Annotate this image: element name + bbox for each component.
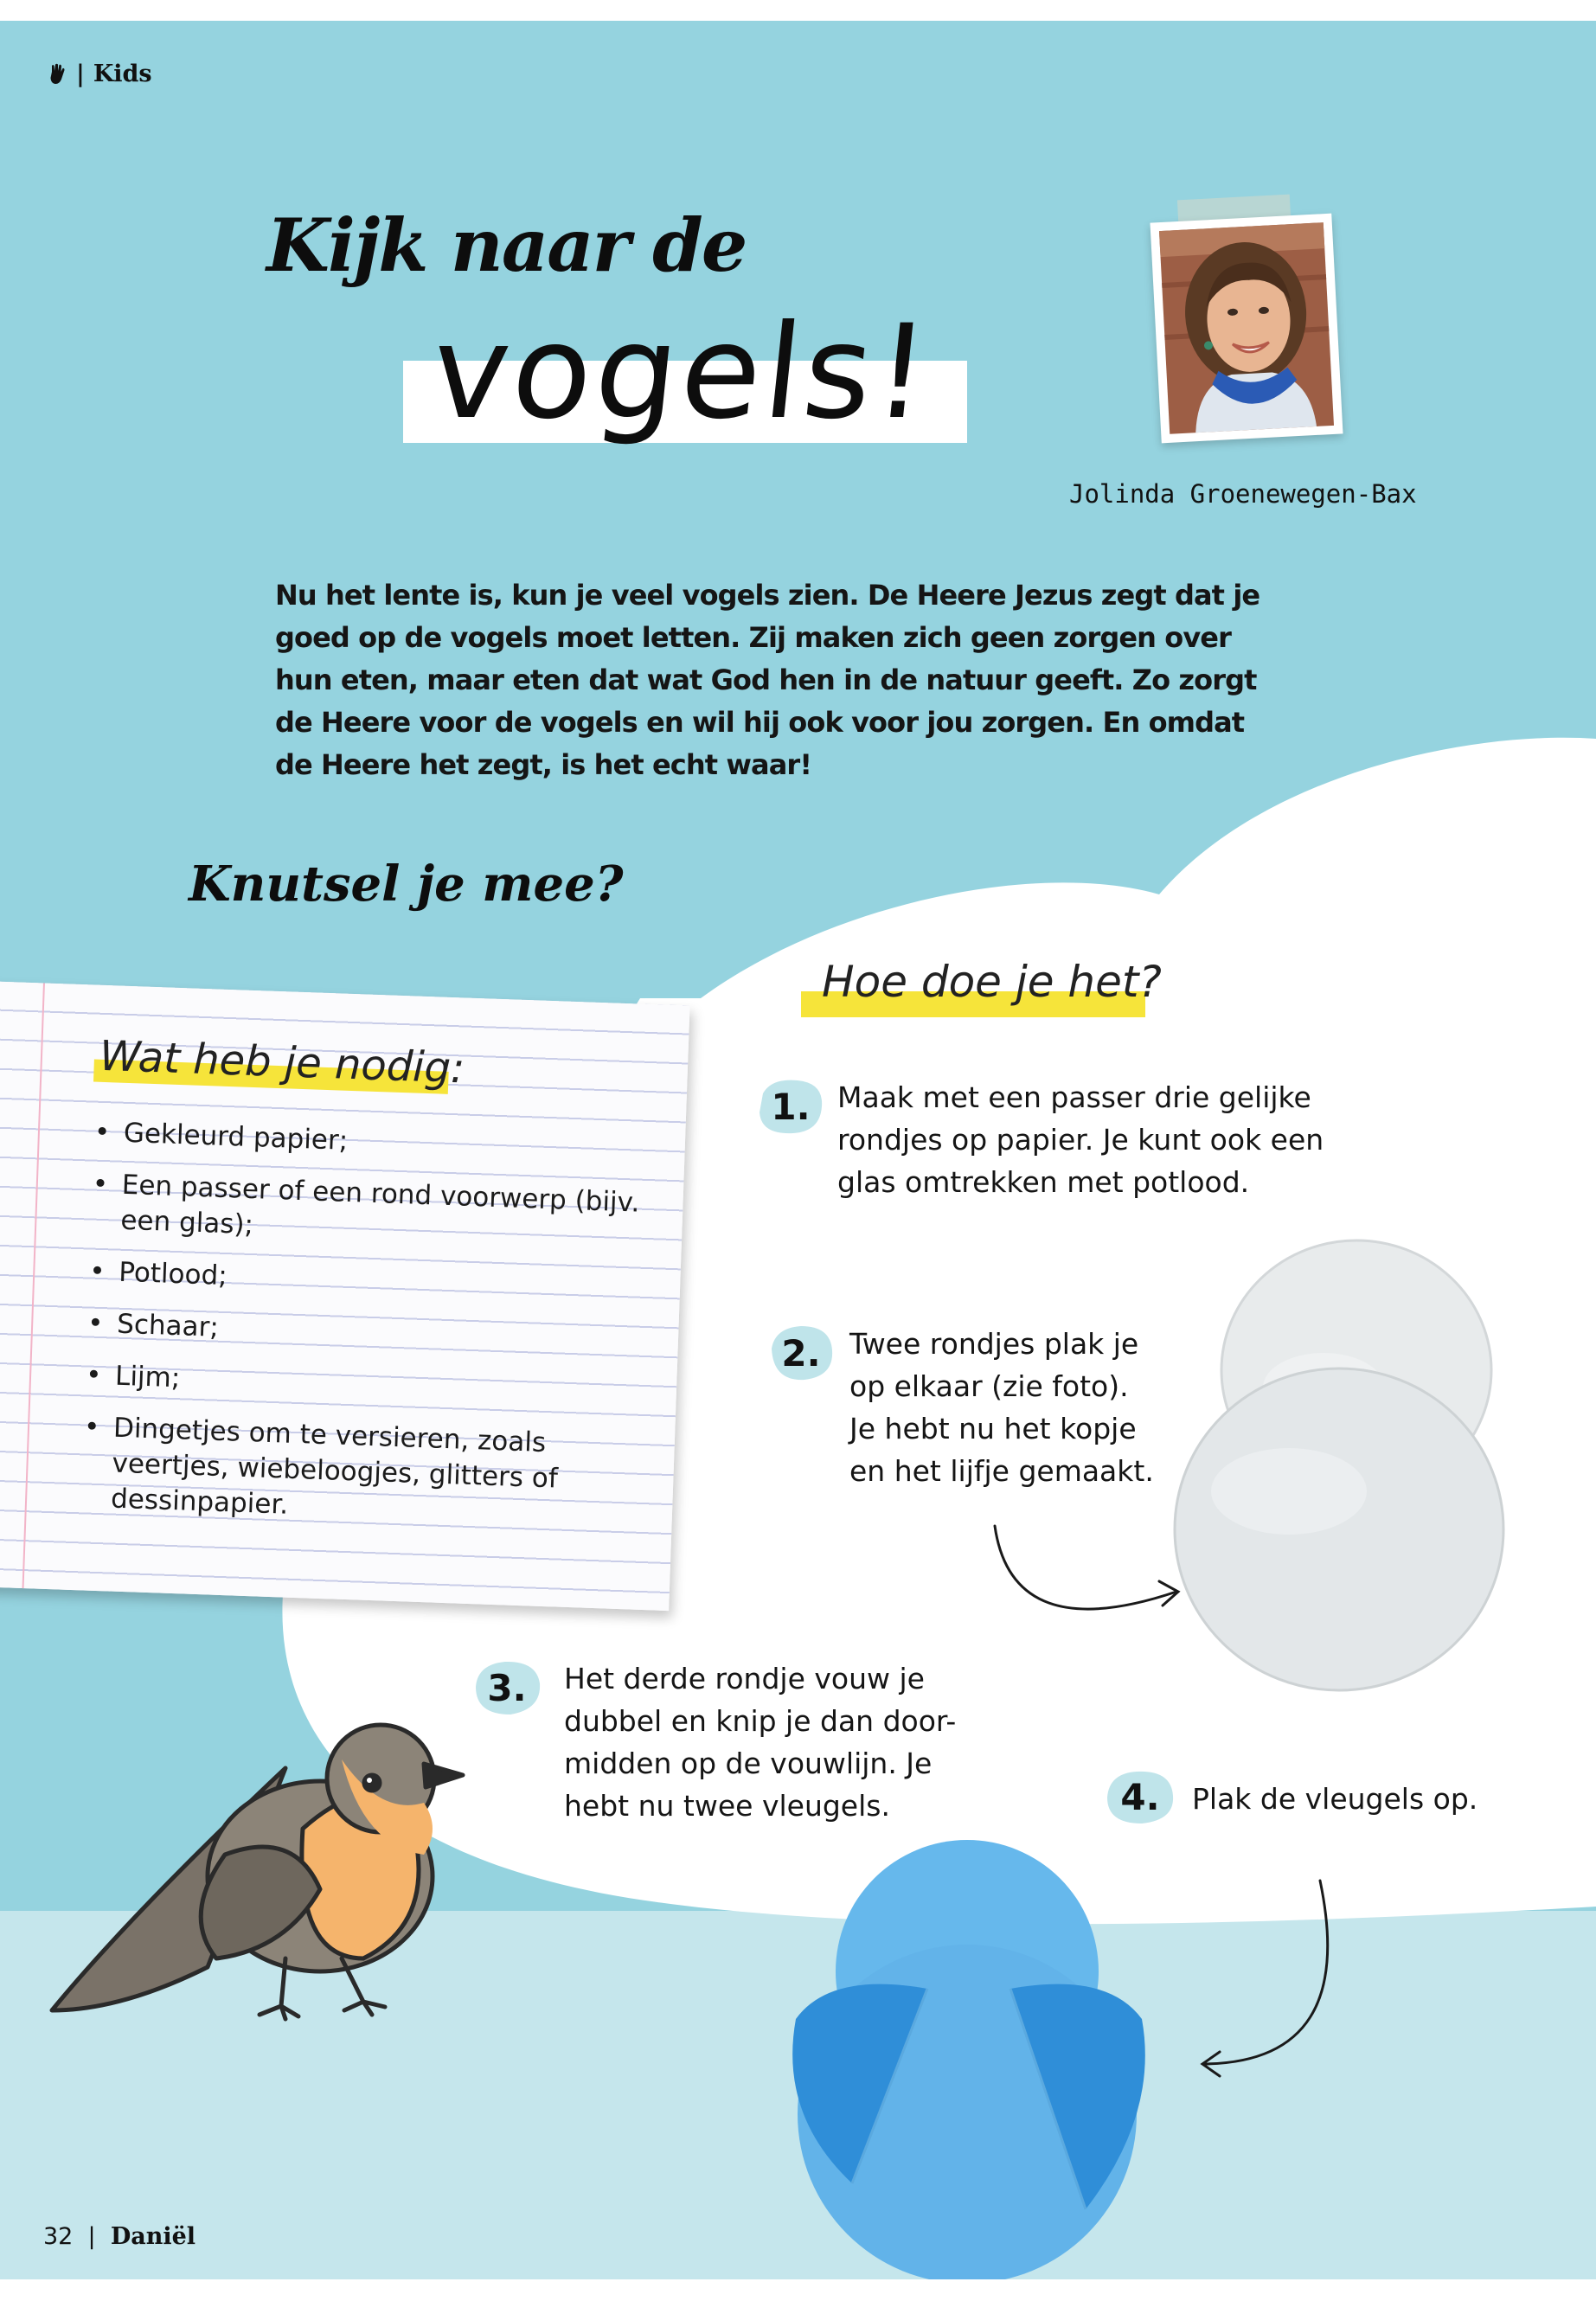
material-item: • Dingetjes om te versieren, zoals veertjes, wiebeloogjes, glitters of dessinpapier.: [80, 1409, 638, 1535]
step-line: Het derde rondje vouw je: [564, 1662, 925, 1695]
step-line: Je hebt nu het kopje: [849, 1412, 1137, 1445]
title-line-2: vogels!: [424, 298, 939, 448]
step-line: hebt nu twee vleugels.: [564, 1789, 890, 1823]
step-line: Plak de vleugels op.: [1192, 1782, 1478, 1816]
curved-arrow-icon: [1202, 1881, 1328, 2076]
step-line: dubbel en knip je dan door-: [564, 1704, 957, 1738]
step-line: rondjes op papier. Je kunt ook een: [837, 1123, 1324, 1157]
material-item: • Schaar;: [87, 1305, 642, 1360]
intro-line: Nu het lente is, kun je veel vogels zien. De Heere Jezus zegt dat je: [275, 579, 1260, 612]
magazine-name: Daniël: [110, 2223, 196, 2250]
step-line: en het lijfje gemaakt.: [849, 1454, 1154, 1488]
step-line: Maak met een passer drie gelijke: [837, 1080, 1311, 1114]
section-divider: |: [76, 61, 85, 87]
magazine-page: [0, 21, 1596, 2279]
material-item: • Potlood;: [89, 1254, 644, 1309]
steps-heading-text: Hoe doe je het?: [822, 957, 1162, 1007]
intro-line: goed op de vogels moet letten. Zij maken zich geen zorgen over: [275, 621, 1231, 654]
craft-heading: Knutsel je mee?: [189, 856, 624, 913]
material-item: • Een passer of een rond voorwerp (bijv. een glas);: [91, 1167, 646, 1257]
materials-heading-text: Wat heb je nodig:: [99, 1031, 466, 1093]
illustrations: [0, 21, 1596, 2279]
intro-line: hun eten, maar eten dat wat God hen in de natuur geeft. Zo zorgt: [275, 663, 1257, 696]
page-number: 32: [43, 2223, 74, 2250]
robin-illustration: [52, 1725, 463, 2019]
intro-line: de Heere het zegt, is het echt waar!: [275, 748, 812, 781]
material-item: • Lijm;: [85, 1357, 639, 1412]
section-name: Kids: [93, 61, 152, 87]
step-number-label: 1.: [771, 1085, 811, 1128]
step-line: Twee rondjes plak je: [849, 1327, 1139, 1361]
step-line: glas omtrekken met potlood.: [837, 1165, 1250, 1199]
step-line: midden op de vouwlijn. Je: [564, 1747, 933, 1780]
step-number-label: 4.: [1120, 1775, 1160, 1818]
footer-divider: |: [80, 2223, 104, 2250]
step-number-label: 3.: [487, 1666, 527, 1709]
page-footer: [43, 2223, 195, 2250]
paper-circles-photo: [1175, 1240, 1503, 1690]
intro-line: de Heere voor de vogels en wil hij ook voor jou zorgen. En omdat: [275, 706, 1245, 739]
title-line-1: Kijk naar de: [266, 202, 747, 288]
material-item: • Gekleurd papier;: [93, 1115, 648, 1170]
curved-arrow-icon: [995, 1526, 1178, 1609]
paper-bird-craft: [792, 1840, 1145, 2279]
step-line: op elkaar (zie foto).: [849, 1369, 1129, 1403]
author-name: Jolinda Groenewegen-Bax: [1069, 479, 1417, 509]
step-number-label: 2.: [781, 1331, 821, 1375]
